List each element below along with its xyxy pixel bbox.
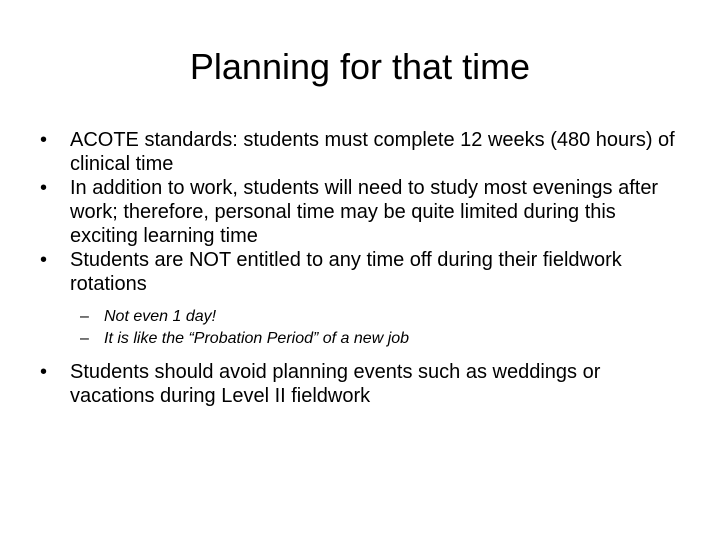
bullet-item <box>36 248 686 296</box>
bullet-item <box>36 360 686 408</box>
bullet-marker: • <box>40 129 48 151</box>
sub-bullet-group <box>36 306 686 350</box>
dash-marker: – <box>80 308 89 325</box>
bullet-text: In addition to work, students will need to study most evenings after work; therefore, personal time may be quite limited during this exciting learning time <box>70 177 659 247</box>
bullet-marker: • <box>40 177 48 199</box>
bullet-text: Students are NOT entitled to any time off during their fieldwork rotations <box>70 249 622 295</box>
sub-bullet-text: Not even 1 day! <box>104 308 217 325</box>
bullet-text: Students should avoid planning events such as weddings or vacations during Level II fieldwork <box>70 361 601 407</box>
slide-title: Planning for that time <box>189 46 531 87</box>
bullet-item <box>36 128 686 176</box>
bullet-text: ACOTE standards: students must complete 12 weeks (480 hours) of clinical time <box>70 129 675 175</box>
spacer <box>36 350 686 360</box>
bullet-marker: • <box>40 249 48 271</box>
dash-marker: – <box>80 330 89 347</box>
bullet-marker: • <box>40 361 48 383</box>
sub-bullet-item <box>36 328 686 350</box>
sub-bullet-text: It is like the “Probation Period” of a new job <box>104 330 410 347</box>
spacer <box>36 296 686 306</box>
bullet-item <box>36 176 686 248</box>
sub-bullet-list <box>36 306 686 350</box>
bullet-list <box>36 128 686 408</box>
sub-bullet-item <box>36 306 686 328</box>
